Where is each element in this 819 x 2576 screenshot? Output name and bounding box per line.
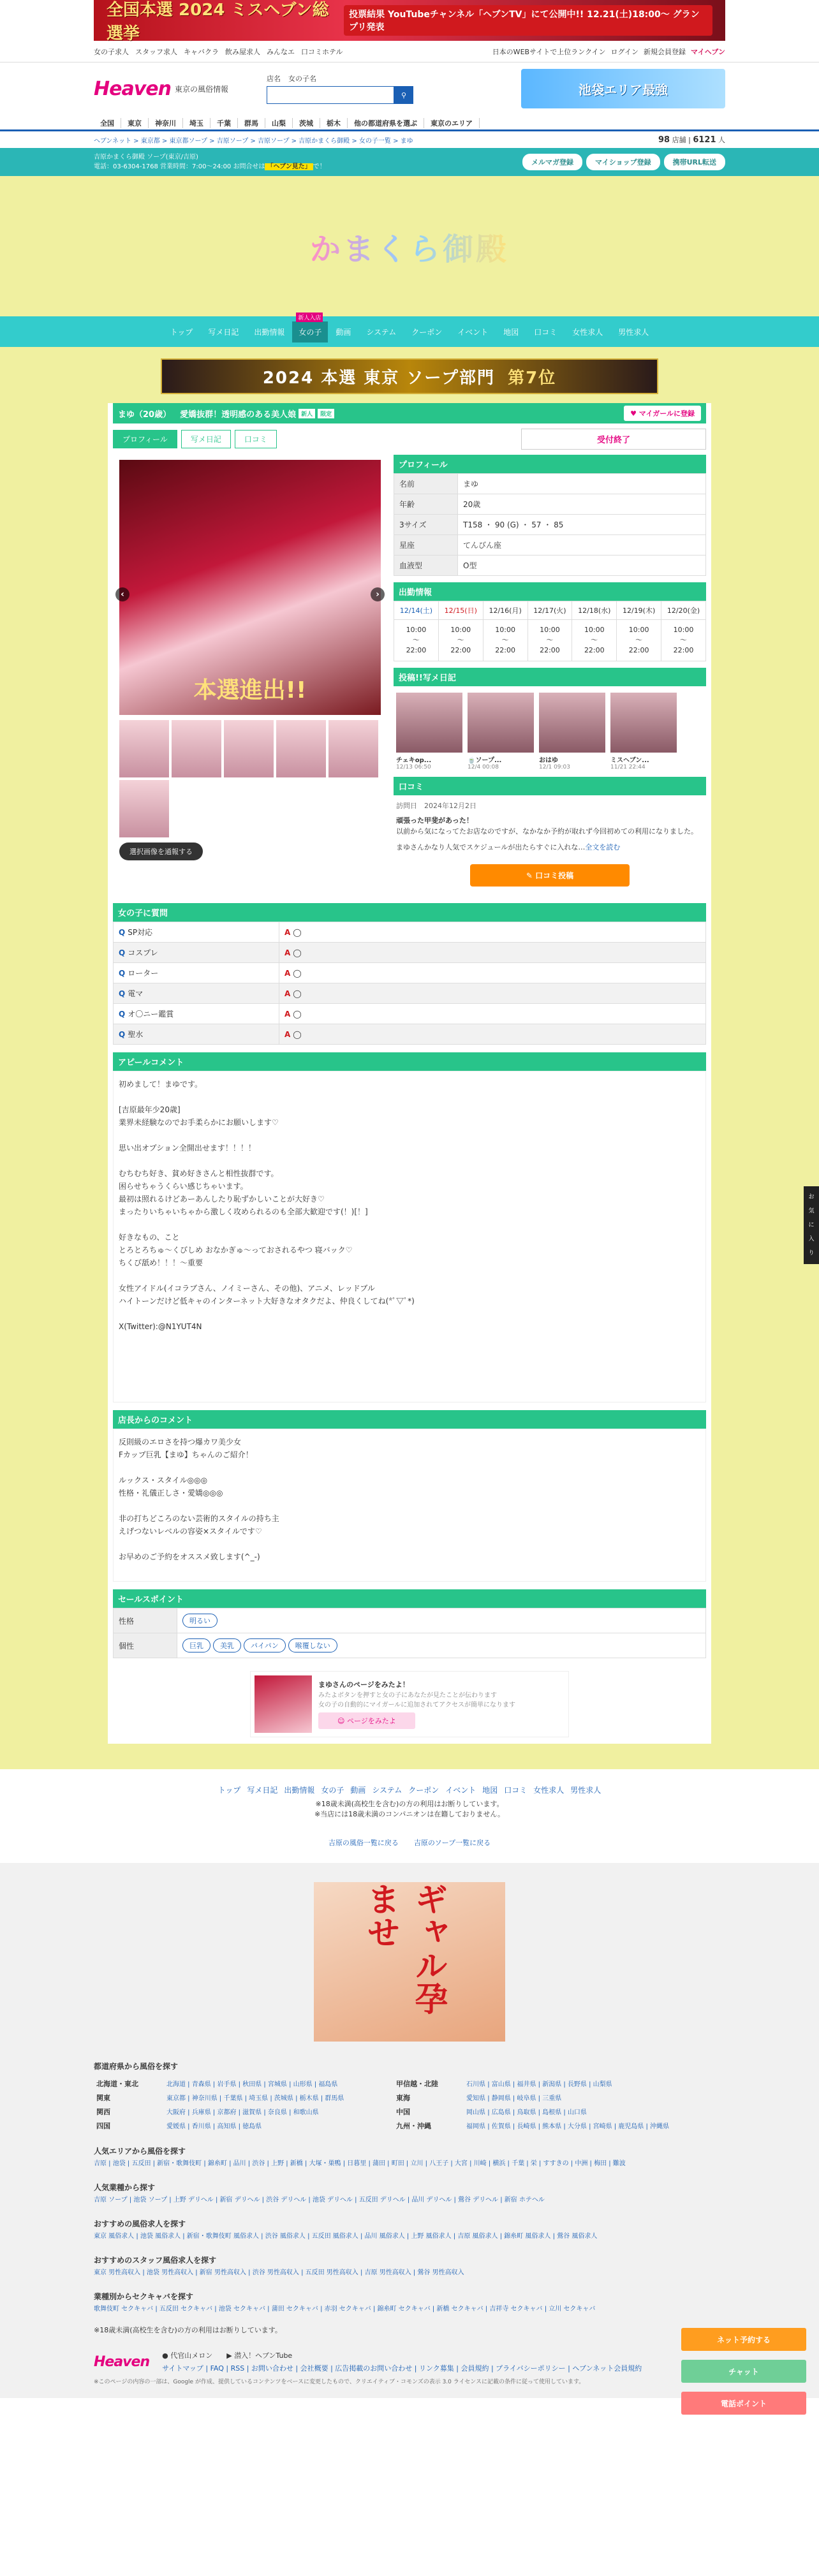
floating-action-button[interactable]: チャット [681,2360,806,2383]
search-box [267,73,413,104]
area-nav-item[interactable]: 神奈川 [149,118,183,128]
pref-links[interactable]: 岡山県 | 広島県 | 鳥取県 | 島根県 | 山口県 [466,2109,587,2116]
melon-icon: ● [162,2352,171,2360]
thumbnail[interactable] [224,720,274,777]
footer-section-title: 人気業種から探す [94,2183,156,2192]
q-icon: Q [119,928,126,937]
thumbnail[interactable] [119,780,169,837]
side-tab-char: に [808,1222,815,1228]
shop-nav-item[interactable]: 女性求人 [572,327,603,337]
profile-value: てんびん座 [458,535,706,556]
lower-link[interactable]: クーポン [408,1786,439,1795]
search-button[interactable] [394,86,413,104]
lower-link[interactable]: イベント [445,1786,476,1795]
top-banner-ad[interactable] [94,0,725,41]
gnav-left-links [94,47,349,57]
thumbnail-list [119,720,381,837]
profile-value: T158 ・ 90 (G) ・ 57 ・ 85 [458,515,706,535]
schedule-time: 10:00 〜 22:00 [528,620,572,661]
gnav-right-links [487,47,725,57]
a-icon: A [284,927,291,937]
diary-title: おはゆ [539,757,558,764]
diary-list [394,686,706,777]
profile-value: O型 [458,556,706,576]
lower-link[interactable]: システム [372,1786,402,1795]
point-pill[interactable]: 巨乳 [182,1638,210,1652]
footer-section-links[interactable]: 東京 男性高収入 | 池袋 男性高収入 | 新宿 男性高収入 | 渋谷 男性高収入 | 五反田 男性高収入 | 吉原 男性高収入 | 鶯谷 男性高収入 [94,2269,464,2276]
side-favorite-tab[interactable] [804,1186,819,1264]
girl-mini-photo [255,1675,312,1733]
schedule-time: 10:00 〜 22:00 [572,620,617,661]
diary-title: 🍵ソープ... [468,757,502,764]
point-pill[interactable]: パイパン [244,1638,286,1652]
status-badge: 受付終了 [521,429,706,450]
qa-row [114,943,706,963]
shop-nav-item[interactable]: トップ [170,327,193,337]
shop-nav-item[interactable]: 口コミ [534,327,557,337]
footer: 都道府県から風俗を探す 北海道・東北 北海道 | 青森県 | 岩手県 | 秋田県 | 宮城県 | 山形県 | 福島県 甲信越・北陸 石川県 | 富山県 | 福井県 | 新潟県 | 長野県 | 山梨県 関東 東京都 | 神奈川県 | 千葉県 | 埼玉県 | 茨城県 | 栃木県 | 群馬県 東海 愛知県 | 静岡県 | 岐阜県 | 三重県 関西 大阪府 | 兵庫県 | 京都府 | 滋賀県 | 奈良県 | 和歌山県 中国 岡山県 | 広島県 | 鳥取県 | 島根県 | 山口県 四国 愛媛県 | 香川県 | 高知県 | 徳島県 九州・沖縄 福岡県 | 佐賀県 | 長崎県 | 熊本県 | 大分県 | 宮崎県 | 鹿児島県 | 沖縄県 人気エリアから風俗を探す 吉原 | 池袋 | 五反田 | 新宿・歌舞伎町 | 錦糸町 | 品川 | 渋谷 | 上野 | 新橋 | 大塚・巣鴨 | 日暮里 | 蒲田 | 町田 | 立川 | 八王子 | 大宮 | 川崎 | 横浜 | 千葉 | 栄 | すすきの | 中洲 | 梅田 | 難波 人気業種から探す 吉原 ソープ | 池袋 ソープ | 上野 デリヘル | 新宿 デリヘル | 渋谷 デリヘル | 池袋 デリヘル | 五反田 デリヘル | 品川 デリヘル | 鶯谷 デリヘル | 新宿 ホテヘル おすすめの風俗求人を探す 東京 風俗求人 | 池袋 風俗求人 | 新宿・歌舞伎町 風俗求人 | 渋谷 風俗求人 | 五反田 風俗求人 | 品川 風俗求人 | 上野 風俗求人 | 吉原 風俗求人 | 錦糸町 風俗求人 | 鶯谷 風俗求人 おすすめのスタッフ風俗求人を探す 東京 男性高収入 | 池袋 男性高収入 | 新宿 男性高収入 | 渋谷 男性高収入 | 五反田 男性高収入 | 吉原 男性高収入 | 鶯谷 男性高収入 業種別からセクキャバを探す 歌舞伎町 セクキャバ | 五反田 セクキャバ | 池袋 セクキャバ | 蒲田 セクキャバ | 赤羽 セクキャバ | 錦糸町 セクキャバ | 新橋 セクキャバ | 吉祥寺 セクキャバ | 立川 セクキャバ ※18歳未満(高校生を含む)の方の利用はお断りしています。 Heaven ● 代官山メロン ▶ 潜入！ヘブンTube サイトマップ | FAQ | RSS | お問い合わせ | 会社概要 | 広告掲載のお問い合わせ | リンク募集 | 会員規約 | プライバシーポリシー | ヘブンネット会員規約 ※このページの内容の一部は、Google が作成、提供しているコンテンツをベースに変更したもので、クリエイティブ・コモンズの表示 3.0 ライセンスに記載の条件に従って使用しています。 [0,2061,819,2398]
floating-action-button[interactable]: 電話ポイント [681,2392,806,2415]
girl-catchphrase: 愛嬌抜群！透明感のある美人娘 [180,409,297,420]
pref-title: 都道府県から風俗を探す [94,2062,179,2071]
diary-thumbnail[interactable] [396,693,462,753]
footer-section [94,2145,725,2169]
shop-nav-item[interactable]: システム [366,327,397,337]
profile-table [394,473,706,576]
shop-nav [0,316,819,347]
schedule-time: 10:00 〜 22:00 [394,620,439,661]
gnav-link[interactable]: 口コミホテル [301,48,343,56]
qa-answer: A ◯ [279,983,706,1004]
diary-item[interactable] [468,693,534,770]
pref-row [94,2105,725,2119]
review-body: 訪問日 2024年12月2日 頑張った甲斐があった！ 以前から気になってたお店なのですが、なかなか予約が取れず今回初めての利用になりました。 まゆさんかなり人気でスケジュールが出たらすぐに入れな…全文を読む [394,795,706,858]
pref-links[interactable]: 福岡県 | 佐賀県 | 長崎県 | 熊本県 | 大分県 | 宮崎県 | 鹿児島県 | 沖縄県 [466,2123,670,2130]
footer-section [94,2291,725,2315]
area-nav [0,115,819,131]
mita-box: まゆさんのページをみたよ！ みたよボタンを押すと女の子にあなたが見たことが伝わります 女の子の自動的にマイガールに追加されてアクセスが簡単になります ☺ ページをみたよ [250,1671,569,1737]
area-nav-item[interactable]: 群馬 [238,118,265,128]
footer-section-links[interactable]: 東京 風俗求人 | 池袋 風俗求人 | 新宿・歌舞伎町 風俗求人 | 渋谷 風俗求人 | 五反田 風俗求人 | 品川 風俗求人 | 上野 風俗求人 | 吉原 風俗求人 | 錦糸町 風俗求人 | 鶯谷 風俗求人 [94,2233,598,2240]
area-nav-item[interactable]: 茨城 [293,118,320,128]
girl-header [113,403,706,423]
footer-section-links[interactable]: 吉原 ソープ | 池袋 ソープ | 上野 デリヘル | 新宿 デリヘル | 渋谷 デリヘル | 池袋 デリヘル | 五反田 デリヘル | 品川 デリヘル | 鶯谷 デリヘル | 新宿 ホテヘル [94,2197,545,2204]
lower-link[interactable]: 写メ日記 [247,1786,278,1795]
footer-section [94,2182,725,2205]
profile-key: 年齢 [394,494,458,515]
footer-section [94,2255,725,2278]
shop-nav-item[interactable]: 動画 [336,327,351,337]
footer-section [94,2218,725,2242]
next-arrow-icon[interactable]: › [371,587,385,601]
badge-new: 新人 [299,409,315,418]
floating-action-button[interactable]: ネット予約する [681,2328,806,2351]
thumbnail[interactable] [276,720,326,777]
qa-answer: A ◯ [279,963,706,983]
banner-main-text: 全国本選 2024 ミスヘブン総選挙 [107,1,329,43]
thumbnail[interactable] [328,720,378,777]
schedule-day: 12/18(水) [572,601,617,620]
post-review-button[interactable]: ✎ 口コミ投稿 [470,864,630,887]
q-icon: Q [119,969,126,978]
thumbnail[interactable] [119,720,169,777]
pref-links[interactable]: 愛知県 | 静岡県 | 岐阜県 | 三重県 [466,2095,562,2102]
pencil-icon: ✎ [526,871,536,880]
schedule-day: 12/16(月) [483,601,528,620]
new-badge: 新人入店 [296,313,323,322]
qa-question: Q 電マ [114,983,279,1004]
tab-diary[interactable]: 写メ日記 [181,430,231,448]
schedule-title: 出勤情報 [394,582,706,601]
qa-answer: A ◯ [279,1004,706,1024]
profile-row [394,474,706,494]
pref-links[interactable]: 愛媛県 | 香川県 | 高知県 | 徳島県 [166,2123,262,2130]
profile-key: 星座 [394,535,458,556]
region-name: 中国 [396,2108,411,2116]
site-stats: 98 店舗 | 6121 人 [658,135,725,145]
search-input[interactable] [267,86,394,104]
qa-question: Q SP対応 [114,922,279,943]
diary-thumbnail[interactable] [610,693,677,753]
shop-comment-text: 反則級のエロさを持つ爆カワ美少女 Fカップ巨乳【まゆ】ちゃんのご紹介！ ルックス・スタイル◎◎◎ 性格・礼儀正しさ・愛嬌◎◎◎ 非の打ちどころのない芸術的スタイルの持ち主 えげつないレベルの容姿×スタイルです♡ お早めのご予約をオススメ致します(^_-) [113,1429,706,1582]
lower-link[interactable]: 口コミ [504,1786,528,1795]
point-pill[interactable]: 明るい [182,1614,218,1628]
shop-action-button[interactable]: メルマガ登録 [522,154,582,170]
ranking-banner[interactable]: 2024 本選 東京 ソープ部門 第7位 [161,358,658,394]
lower-link[interactable]: 地図 [482,1786,498,1795]
diary-thumbnail[interactable] [468,693,534,753]
qa-answer: A ◯ [279,943,706,963]
footer-logo[interactable]: Heaven [94,2353,150,2370]
lower-links: トップ 写メ日記 出勤情報 女の子 動画 システム クーポン イベント 地図 口コミ 女性求人 男性求人 ※18歳未満(高校生を含む)の方の利用はお断りしています。 ※当店には18歳未満のコンパニオンは在籍しておりません。 吉原の風俗一覧に戻る 吉原のソープ一覧に戻る [0,1769,819,1863]
region-name: 東海 [396,2094,411,2102]
shop-info-bar [0,148,819,176]
side-tab-char: 気 [808,1208,815,1214]
tab-profile[interactable]: プロフィール [113,430,177,448]
shop-nav-item[interactable]: 女の子 新人入店 [292,321,328,342]
diary-title: 投稿!!写メ日記 [394,668,706,686]
photo-caption: 本選進出!! [193,677,307,703]
pref-row [94,2077,725,2091]
lower-link[interactable]: 女の子 [321,1786,344,1795]
main-photo[interactable] [119,460,381,715]
diary-item[interactable] [610,693,677,770]
points-row [114,1633,706,1658]
badge-limited: 限定 [318,409,334,418]
points-key: 性格 [114,1608,177,1633]
profile-title: プロフィール [394,455,706,473]
review-headline: 頑張った甲斐があった！ [396,816,473,825]
read-more-link[interactable]: 全文を読む [585,843,621,851]
qa-row [114,1024,706,1045]
qa-title: 女の子に質問 [113,903,706,922]
footer-section-title: 業種別からセクキャバを探す [94,2292,194,2301]
schedule-day: 12/15(日) [438,601,483,620]
area-nav-item[interactable]: 栃木 [320,118,348,128]
breadcrumb-path[interactable]: ヘブンネット > 東京都 > 東京都ソープ > 吉原ソープ > 吉原ソープ > 吉原かまくら御殿 > 女の子一覧 > まゆ [94,137,413,145]
schedule-day: 12/20(金) [661,601,706,620]
profile-row [394,515,706,535]
lower-link[interactable]: トップ [218,1786,241,1795]
smile-icon: ☺ [337,1717,347,1725]
shop-nav-item[interactable]: クーポン [411,327,443,337]
site-header [0,63,819,115]
shop-comment-title: 店長からのコメント [113,1410,706,1429]
sales-points-title: セールスポイント [113,1589,706,1608]
qa-question: Q オ〇ニー鑑賞 [114,1004,279,1024]
shop-logo[interactable]: かまくら御殿 [0,176,819,316]
profile-key: 名前 [394,474,458,494]
schedule-time: 10:00 〜 22:00 [617,620,661,661]
schedule-table [394,601,706,661]
thumbnail[interactable] [172,720,221,777]
q-icon: Q [119,1030,126,1039]
schedule-day: 12/14(土) [394,601,439,620]
area-nav-item[interactable]: 全国 [94,118,121,128]
qa-row [114,1004,706,1024]
appeal-title: アピールコメント [113,1052,706,1071]
area-nav-item[interactable]: 東京のエリア [424,118,480,128]
qa-question: Q 聖水 [114,1024,279,1045]
profile-key: 3サイズ [394,515,458,535]
q-icon: Q [119,1010,126,1019]
gnav-link[interactable]: 新規会員登録 [643,48,686,56]
qa-row [114,983,706,1004]
gnav-link[interactable]: 飲み屋求人 [225,48,260,56]
pref-table [94,2077,725,2133]
schedule-time: 10:00 〜 22:00 [438,620,483,661]
girl-name: まゆ（20歳） [118,409,172,420]
side-tab-char: り [808,1250,815,1256]
gnav-link[interactable]: キャバクラ [184,48,219,56]
search-icon: ⚲ [401,91,407,99]
gnav-link[interactable]: マイヘブン [690,48,725,56]
footer-ad[interactable]: ギャル孕ませ [0,1863,819,2061]
pref-links[interactable]: 東京都 | 神奈川県 | 千葉県 | 埼玉県 | 茨城県 | 栃木県 | 群馬県 [166,2095,344,2102]
schedule-day: 12/19(木) [617,601,661,620]
site-logo[interactable]: Heaven [94,77,171,100]
region-name: 関西 [96,2108,110,2116]
prev-arrow-icon[interactable]: ‹ [115,587,129,601]
profile-row [394,556,706,576]
qa-question: Q ローター [114,963,279,983]
footer-section-title: 人気エリアから風俗を探す [94,2147,186,2156]
profile-key: 血液型 [394,556,458,576]
a-icon: A [284,948,291,957]
profile-value: 20歳 [458,494,706,515]
region-name: 関東 [96,2094,110,2102]
profile-row [394,535,706,556]
area-nav-item[interactable]: 東京 [121,118,149,128]
lower-link[interactable]: 男性求人 [570,1786,601,1795]
a-icon: A [284,1009,291,1019]
region-name: 四国 [96,2122,110,2130]
shop-nav-item[interactable]: イベント [457,327,489,337]
back-to-soap-link[interactable]: 吉原のソープ一覧に戻る [413,1839,491,1847]
shop-nav-item[interactable]: 写メ日記 [208,327,239,337]
qa-table [113,922,706,1045]
side-tab-char: お [808,1194,815,1200]
copyright: ※このページの内容の一部は、Google が作成、提供しているコンテンツをベースに変更したもので、クリエイティブ・コモンズの表示 3.0 ライセンスに記載の条件に従って使用しています。 [94,2379,585,2385]
footer-section-title: おすすめの風俗求人を探す [94,2219,186,2228]
shop-nav-item[interactable]: 男性求人 [618,327,649,337]
play-icon: ▶ [226,2352,235,2360]
pref-links[interactable]: 大阪府 | 兵庫県 | 京都府 | 滋賀県 | 奈良県 | 和歌山県 [166,2109,319,2116]
global-nav [0,41,819,63]
pref-links[interactable]: 石川県 | 富山県 | 福井県 | 新潟県 | 長野県 | 山梨県 [466,2081,612,2088]
qa-row [114,963,706,983]
schedule-time: 10:00 〜 22:00 [661,620,706,661]
pref-row [94,2119,725,2133]
shop-info: 吉原かまくら御殿 ソープ(東京/吉原) 電話：03-6304-1768 営業時間：7:00〜24:00 お問合せは 「ヘブン見た」 で！ [94,154,326,170]
footer-section-links[interactable]: 歌舞伎町 セクキャバ | 五反田 セクキャバ | 池袋 セクキャバ | 蒲田 セクキャバ | 赤羽 セクキャバ | 錦糸町 セクキャバ | 新橋 セクキャバ | 吉祥寺 セクキャバ | 立川 セクキャバ [94,2306,596,2313]
diary-title: チェキop... [396,757,432,764]
sales-points-table [113,1608,706,1658]
gnav-link[interactable]: 女の子求人 [94,48,129,56]
qa-answer: A ◯ [279,1024,706,1045]
add-favorite-button[interactable]: ♥ マイガールに登録 [624,406,701,421]
review-title: 口コミ [394,777,706,795]
schedule-day: 12/17(火) [528,601,572,620]
region-name: 九州・沖縄 [396,2122,432,2130]
point-pill[interactable]: 美乳 [213,1638,241,1652]
q-icon: Q [119,989,126,998]
a-icon: A [284,968,291,978]
profile-value: まゆ [458,474,706,494]
lower-link[interactable]: 動画 [350,1786,366,1795]
lower-link[interactable]: 出勤情報 [284,1786,315,1795]
q-icon: Q [119,948,126,957]
qa-answer: A ◯ [279,922,706,943]
a-icon: A [284,989,291,998]
point-pill[interactable]: 喉覆しない [288,1638,337,1652]
diary-item[interactable] [396,693,462,770]
diary-date: 11/21 22:44 [610,764,646,770]
main-content [0,176,819,1769]
qa-question: Q コスプレ [114,943,279,963]
area-nav-item[interactable]: 千葉 [210,118,238,128]
shop-nav-item[interactable]: 出勤情報 [254,327,285,337]
points-values [177,1608,706,1633]
gnav-link[interactable]: ログイン [610,48,638,56]
area-nav-item[interactable]: 山梨 [265,118,293,128]
mita-button[interactable]: ☺ ページをみたよ [318,1712,415,1729]
gnav-link[interactable]: 日本のWEBサイトで上位ランクイン [492,48,606,56]
tab-review[interactable]: 口コミ [235,430,277,448]
search-tab-shop[interactable]: 店名 [266,75,281,83]
pref-links[interactable]: 北海道 | 青森県 | 岩手県 | 秋田県 | 宮城県 | 山形県 | 福島県 [166,2081,338,2088]
points-row [114,1608,706,1633]
appeal-text: 初めまして！まゆです。 [吉原最年少20歳] 業界未経験なのでお手柔らかにお願いします♡ 思い出オプション全開出せます！！！！ むちむち好き、貧め好きさんと相性抜群です。 困らせちゃうくらい感じちゃいます。 最初は照れるけどあーあんしたり恥ずかしいことが大好き♡ まったりいちゃいちゃから激しく攻められるのも全部大歓迎です(！)[！] 好きなもの、こと とろとろちゅ〜くびしめ おなかぎゅ〜っておされるやつ 寝バック♡ ちくび舐め！！！〜重要 女性アイドル(イコラブさん、ノイミーさん、その他)、アニメ、レッドブル ハイトーンだけど低キャのインターネット大好きなオタクだよ、仲良くしてね(*ﾟ▽ﾟ*) X(Twitter):@N1YUT4N [113,1071,706,1402]
heart-icon: ♥ [630,409,639,418]
footer-section-title: おすすめのスタッフ風俗求人を探す [94,2256,217,2265]
region-label: 東京の風俗情報 [174,84,228,94]
schedule-time: 10:00 〜 22:00 [483,620,528,661]
area-nav-item[interactable]: 埼玉 [183,118,210,128]
diary-title: ミスヘブン... [610,757,649,764]
footer-links[interactable]: サイトマップ | FAQ | RSS | お問い合わせ | 会社概要 | 広告掲載のお問い合わせ | リンク募集 | 会員規約 | プライバシーポリシー | ヘブンネット会員規約 [162,2364,642,2373]
back-to-area-link[interactable]: 吉原の風俗一覧に戻る [328,1839,399,1847]
gnav-link[interactable]: みんなエ [267,48,295,56]
region-name: 北海道・東北 [96,2080,138,2088]
diary-item[interactable] [539,693,605,770]
diary-date: 12/13 06:50 [396,764,431,770]
area-nav-item[interactable]: 他の都道府県を選ぶ [348,118,424,128]
points-values [177,1633,706,1658]
search-tab-girl[interactable]: 女の子名 [288,75,316,83]
header-ad[interactable]: 池袋エリア最強 [521,69,725,108]
report-image-button[interactable]: 選択画像を通報する [119,843,203,860]
profile-row [394,494,706,515]
footer-section-links[interactable]: 吉原 | 池袋 | 五反田 | 新宿・歌舞伎町 | 錦糸町 | 品川 | 渋谷 | 上野 | 新橋 | 大塚・巣鴨 | 日暮里 | 蒲田 | 町田 | 立川 | 八王子 | 大宮 | 川崎 | 横浜 | 千葉 | 栄 | すすきの | 中洲 | 梅田 | 難波 [94,2160,626,2167]
shop-action-button[interactable]: マイショップ登録 [586,154,660,170]
region-name: 甲信越・北陸 [396,2080,439,2088]
gnav-link[interactable]: スタッフ求人 [135,48,177,56]
lower-link[interactable]: 女性求人 [533,1786,564,1795]
banner-sub-text: 投票結果 YouTubeチャンネル「ヘブンTV」にて公開中!! 12.21(土)18:00〜 グランプリ発表 [344,5,712,36]
pref-row [94,2091,725,2105]
points-key: 個性 [114,1633,177,1658]
shop-action-button[interactable]: 携帯URL転送 [664,154,725,170]
shop-nav-item[interactable]: 地図 [503,327,519,337]
diary-date: 12/1 09:03 [539,764,571,770]
breadcrumb [0,131,819,148]
side-tab-char: 入 [808,1236,815,1242]
diary-thumbnail[interactable] [539,693,605,753]
a-icon: A [284,1029,291,1039]
qa-row [114,922,706,943]
shop-action-buttons [519,154,725,170]
diary-date: 12/4 00:08 [468,764,499,770]
